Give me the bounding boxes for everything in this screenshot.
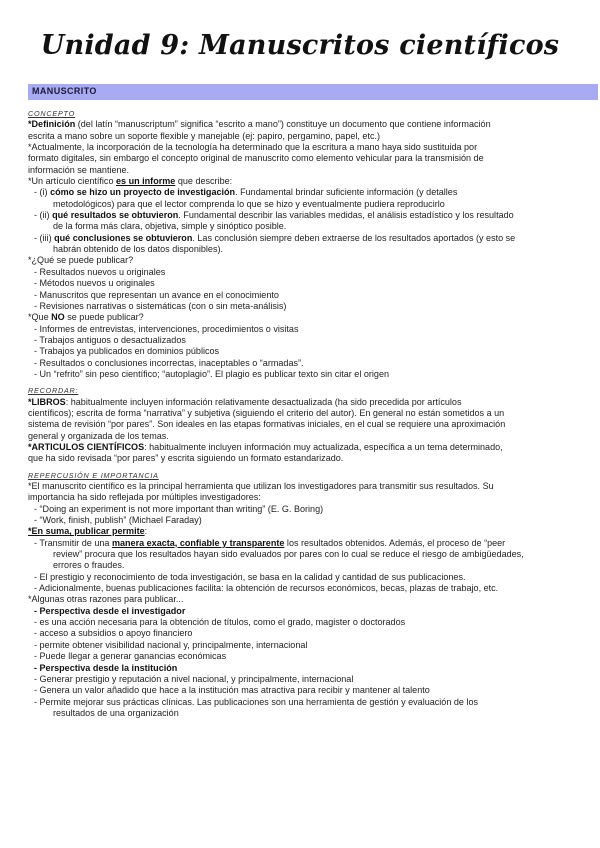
quote-item: - “Work, finish, publish” (Michael Faraday) [34, 515, 202, 526]
list-item: - Informes de entrevistas, intervenciones, procedimientos o visitas [34, 323, 299, 334]
text-line: *El manuscrito científico es la principal herramienta que utilizan los investigadores para transmitir sus resultados. Su [28, 481, 494, 491]
text-line: escrita a mano sobre un soporte flexible y manejable (ej: papiro, pergamino, papel, etc.) [28, 130, 381, 141]
list-item: - acceso a subsidios o apoyo financiero [34, 628, 193, 639]
text-line: importancia ha sido reflejada por múltiples investigadores: [28, 492, 261, 503]
text-line: sistema de revisión “por pares”. Son ideales en las etapas formativas iniciales, en el cual se requiere una aproximación [28, 419, 506, 430]
subheading-investigador: - Perspectiva desde el investigador [34, 605, 186, 616]
list-item: - (iii) qué conclusiones se obtuvieron. Las conclusión siempre deben extraerse de los resultados aportados (y esto se [34, 232, 516, 243]
list-item-cont: resultados de una organización [53, 707, 179, 718]
articles-line: *ARTICULOS CIENTÍFICOS: habitualmente incluyen información muy actualizada, específica a un tema determinado, [28, 441, 503, 452]
summary-line: *En suma, publicar permite: [28, 526, 148, 537]
list-item: - Un “refrito” sin peso científico; “autoplagio”. El plagio es publicar texto sin citar el origen [34, 368, 390, 379]
page-title: Unidad 9: Manuscritos científicos [40, 30, 560, 61]
list-item: - Permite mejorar sus prácticas clínicas. Las publicaciones son una herramienta de gestión y evaluación de los [34, 696, 479, 707]
list-item: - (ii) qué resultados se obtuvieron. Fundamental describir las variables medidas, el análisis estadístico y los resultado [34, 210, 514, 221]
list-item: - Métodos nuevos u originales [34, 278, 155, 289]
publish-question: *¿Qué se puede publicar? [28, 255, 134, 266]
list-item: - Puede llegar a generar ganancias económicas [34, 651, 227, 662]
section-bar [28, 84, 598, 100]
definition-line: *Definición (del latín “manuscriptum” significa “escrito a mano”) constituye un documento que contiene información [28, 119, 491, 130]
list-item-cont: de la forma más clara, objetiva, simple y sinóptico posible. [53, 221, 287, 232]
article-line: *Un artículo científico es un informe que describe: [28, 176, 233, 187]
list-item-cont: errores o fraudes. [53, 560, 125, 571]
list-item: - Resultados nuevos u originales [34, 266, 166, 277]
recordar-heading: RECORDAR: [28, 386, 79, 396]
list-item-cont: habrán obtenido de los datos disponibles). [53, 244, 224, 255]
text-line: *Actualmente, la incorporación de la tecnología ha determinado que la escritura a mano haya sido sustituida por [28, 142, 478, 153]
list-item: - (i) cómo se hizo un proyecto de investigación. Fundamental brindar suficiente información (y detalles [34, 187, 458, 198]
list-item: - Manuscritos que representan un avance en el conocimiento [34, 289, 279, 300]
concepto-heading: CONCEPTO [28, 109, 76, 118]
list-item-cont: metodológicos) para que el lector comprenda lo que se hizo y eventualmente pudiera reproducirlo [53, 198, 445, 209]
books-line: *LIBROS: habitualmente incluyen información relativamente desactualizada (ha sido precedida por artículos [28, 396, 462, 407]
list-item: - Revisiones narrativas o sistemáticas (con o sin meta-análisis) [34, 300, 287, 311]
text-line: *Algunas otras razones para publicar... [28, 594, 184, 605]
repercusion-heading: REPERCUSIÓN E IMPORTANCIA [28, 470, 159, 480]
section-bar-label: MANUSCRITO [32, 86, 97, 96]
quote-item: - “Doing an experiment is not more important than writing” (E. G. Boring) [34, 503, 324, 514]
list-item: - Generar prestigio y reputación a nivel nacional, y principalmente, internacional [34, 673, 354, 684]
list-item: - Adicionalmente, buenas publicaciones facilita: la obtención de recursos económicos, becas, plazas de trabajo, etc. [34, 583, 499, 594]
list-item: - permite obtener visibilidad nacional y, principalmente, internacional [34, 639, 308, 650]
list-item: - Transmitir de una manera exacta, confiable y transparente los resultados obtenidos. Además, el proceso de “peer [34, 537, 506, 548]
text-line: que ha sido revisada “por pares” y escrita siguiendo un formato estandarizado. [28, 453, 344, 464]
text-line: formato digitales, sin embargo el concepto original de manuscrito como elemento vehicular para la transmisión de [28, 153, 484, 164]
list-item: - Genera un valor añadido que hace a la institución mas atractiva para recibir y mantener al talento [34, 685, 430, 696]
list-item-cont: review” procura que los resultados hayan sido evaluados por pares con lo cual se reduce el riesgo de ambigüedades, [53, 549, 524, 560]
list-item: - Resultados o conclusiones incorrectas, inaceptables o “armadas”. [34, 357, 304, 368]
text-line: general y organizada de los temas. [28, 430, 169, 441]
document-body [28, 108, 570, 719]
text-line: información se mantiene. [28, 164, 130, 175]
text-line: científicos); escrita de forma “narrativa” y subjetiva (siguiendo el criterio del autor). En general no están sometidos a un [28, 407, 505, 418]
list-item: - Trabajos antiguos o desactualizados [34, 334, 186, 345]
list-item: - es una acción necesaria para la obtención de títulos, como el grado, magister o doctorados [34, 617, 406, 628]
list-item: - El prestigio y reconocimiento de toda investigación, se basa en la calidad y cantidad de sus publicaciones. [34, 571, 466, 582]
not-publish-question: *Que NO se puede publicar? [28, 312, 144, 323]
subheading-institucion: - Perspectiva desde la institución [34, 662, 178, 673]
list-item: - Trabajos ya publicados en dominios públicos [34, 346, 220, 357]
